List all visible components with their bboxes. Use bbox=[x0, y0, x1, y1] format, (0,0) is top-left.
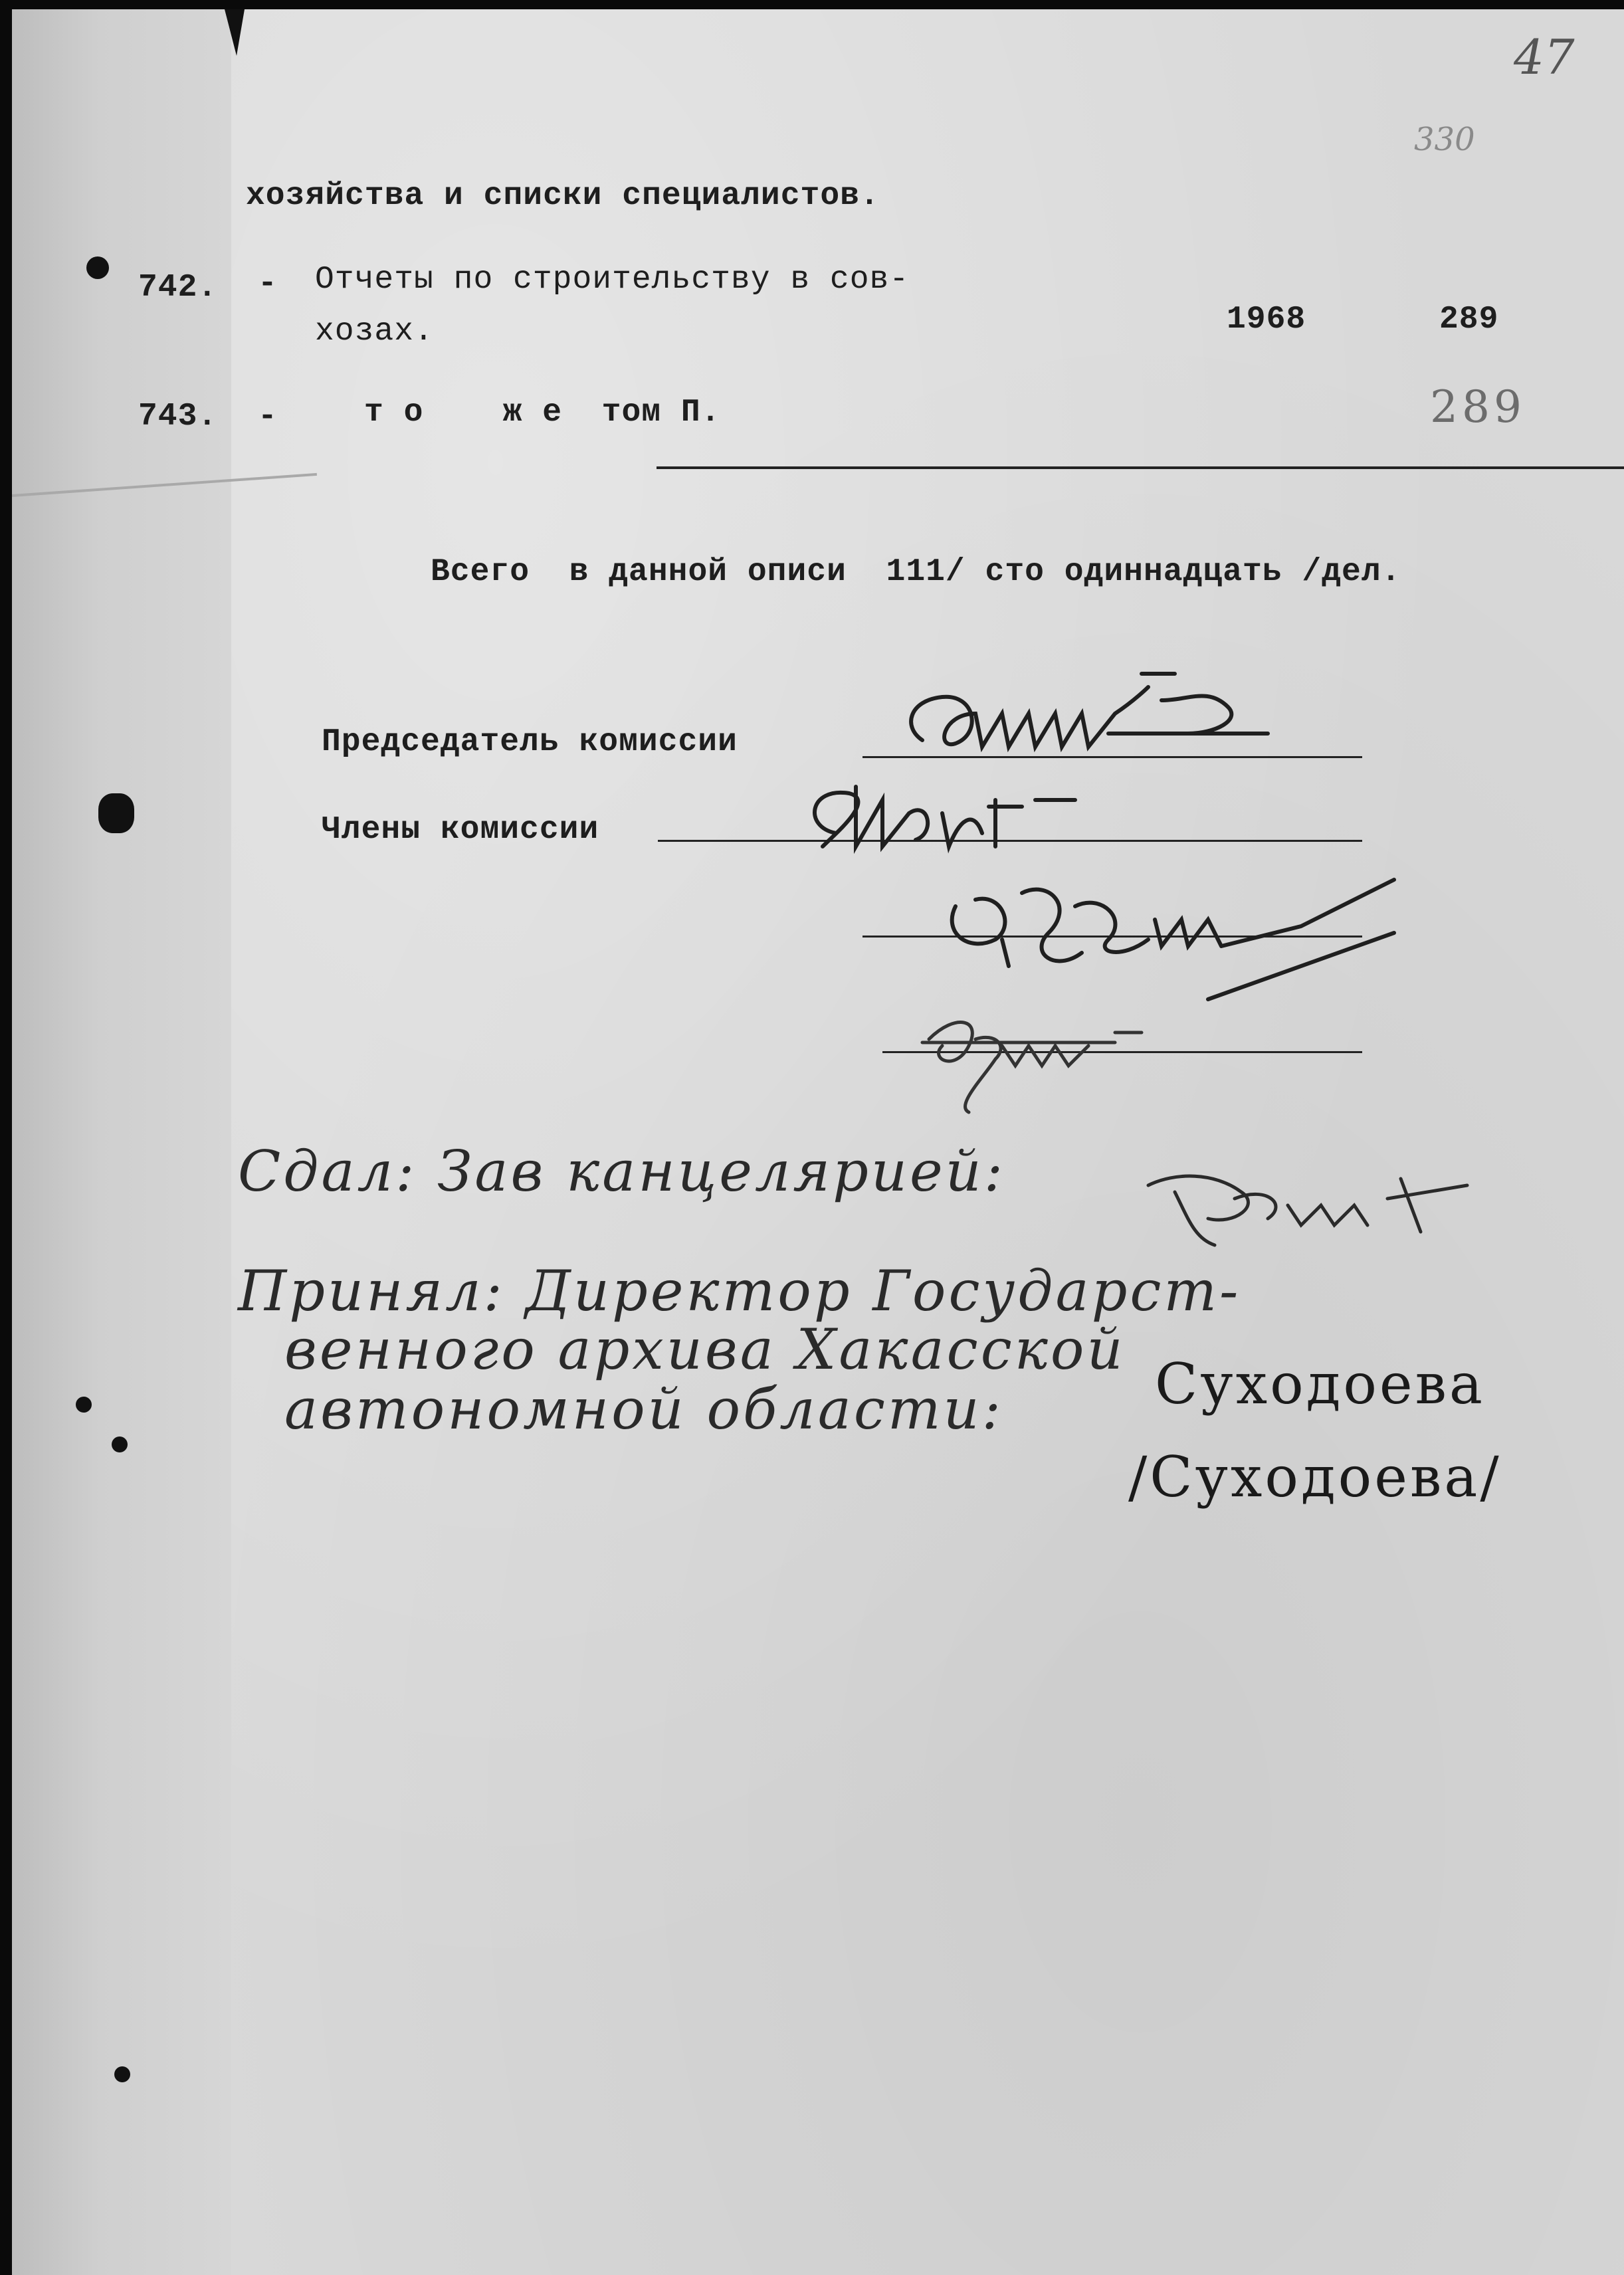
accepted-line3: автономной области: bbox=[284, 1377, 1003, 1442]
entry-pages: 289 bbox=[1439, 302, 1499, 338]
entry-title-line1: т о ж е том П. bbox=[364, 395, 721, 431]
punch-hole bbox=[76, 1397, 92, 1413]
intro-line: хозяйства и списки специалистов. bbox=[246, 178, 880, 214]
entry-title-line1: Отчеты по строительству в сов- bbox=[315, 262, 910, 298]
accepted-signature-decoded: /Суходоева/ bbox=[1128, 1444, 1502, 1510]
separator-line bbox=[657, 466, 1624, 469]
chairman-signature bbox=[896, 660, 1321, 780]
entry-dash: - bbox=[258, 266, 278, 302]
entry-year: 1968 bbox=[1227, 302, 1306, 338]
archive-page bbox=[12, 9, 1624, 2275]
binding-strip bbox=[12, 9, 231, 2275]
member-signature bbox=[796, 773, 1102, 866]
punch-hole-torn bbox=[98, 793, 134, 833]
handed-over-signature bbox=[1135, 1152, 1480, 1258]
members-label: Члены комиссии bbox=[322, 812, 599, 848]
entry-dash: - bbox=[258, 399, 278, 435]
member-signature bbox=[916, 993, 1248, 1126]
accepted-line1: Принял: Директор Государст- bbox=[238, 1258, 1241, 1324]
accepted-line2: венного архива Хакасской bbox=[284, 1317, 1126, 1382]
handed-over-line: Сдал: Зав канцелярией: bbox=[238, 1139, 1006, 1204]
chairman-label: Председатель комиссии bbox=[322, 724, 738, 760]
sheet-number: 47 bbox=[1514, 29, 1575, 85]
total-line: Всего в данной описи 111/ сто одиннадцать /дел. bbox=[431, 554, 1401, 590]
old-sheet-number: 330 bbox=[1414, 121, 1475, 158]
entry-title-line2: хозах. bbox=[315, 314, 434, 349]
punch-hole bbox=[112, 1436, 128, 1452]
entry-number: 742. bbox=[138, 270, 218, 306]
punch-hole bbox=[114, 2066, 130, 2082]
entry-number: 743. bbox=[138, 399, 218, 435]
punch-hole bbox=[86, 256, 109, 279]
entry-pages-handwritten: 289 bbox=[1430, 381, 1526, 433]
accepted-signature: Суходоева bbox=[1155, 1351, 1486, 1417]
